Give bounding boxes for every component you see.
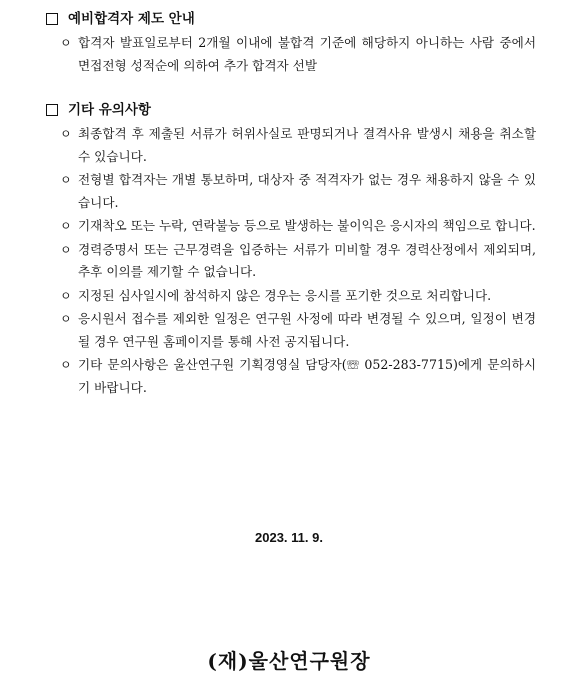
checkbox-square-icon	[46, 13, 58, 25]
circle-bullet-icon: ㅇ	[60, 288, 72, 303]
list-item	[60, 32, 536, 77]
section-title: 기타 유의사항	[68, 102, 151, 118]
item-text: 최종합격 후 제출된 서류가 허위사실로 판명되거나 결격사유 발생시 채용을 취소할 수 있습니다.	[78, 126, 536, 164]
item-text: 기재착오 또는 누락, 연락불능 등으로 발생하는 불이익은 응시자의 책임으로 합니다.	[78, 218, 536, 233]
section-heading	[46, 10, 536, 28]
section-heading	[46, 101, 536, 119]
circle-bullet-icon: ㅇ	[60, 36, 72, 50]
issuer-signature: (재)울산연구원장	[207, 649, 371, 673]
section-title: 예비합격자 제도 안내	[68, 11, 195, 27]
list-item	[60, 308, 536, 353]
section-other-notes	[46, 101, 536, 400]
circle-bullet-icon: ㅇ	[60, 127, 72, 141]
list-item	[60, 123, 536, 168]
list-item	[60, 239, 536, 284]
circle-bullet-icon: ㅇ	[60, 312, 72, 326]
item-text: 합격자 발표일로부터 2개월 이내에 불합격 기준에 해당하지 아니하는 사람 중에서 면접전형 성적순에 의하여 추가 합격자 선발	[78, 35, 536, 73]
item-text: 경력증명서 또는 근무경력을 입증하는 서류가 미비할 경우 경력산정에서 제외되며, 추후 이의를 제기할 수 없습니다.	[78, 241, 536, 279]
document-date: 2023. 11. 9.	[255, 530, 323, 545]
list-item	[60, 285, 536, 308]
circle-bullet-icon: ㅇ	[60, 173, 72, 187]
item-text: 응시원서 접수를 제외한 일정은 연구원 사정에 따라 변경될 수 있으며, 일정이 변경될 경우 연구원 홈페이지를 통해 사전 공지됩니다.	[78, 311, 536, 349]
circle-bullet-icon: ㅇ	[60, 358, 72, 372]
item-text: 기타 문의사항은 울산연구원 기획경영실 담당자(☏ 052-283-7715)에게 문의하시기 바랍니다.	[78, 357, 536, 395]
checkbox-square-icon	[46, 104, 58, 116]
circle-bullet-icon: ㅇ	[60, 219, 72, 233]
item-text: 전형별 합격자는 개별 통보하며, 대상자 중 적격자가 없는 경우 채용하지 않을 수 있습니다.	[78, 172, 536, 210]
item-text: 지정된 심사일시에 참석하지 않은 경우는 응시를 포기한 것으로 처리합니다.	[78, 287, 492, 303]
list-item	[60, 215, 536, 238]
list-item	[60, 354, 536, 399]
section-reserve-candidates	[46, 10, 536, 78]
circle-bullet-icon: ㅇ	[60, 242, 72, 257]
list-item	[60, 169, 536, 214]
